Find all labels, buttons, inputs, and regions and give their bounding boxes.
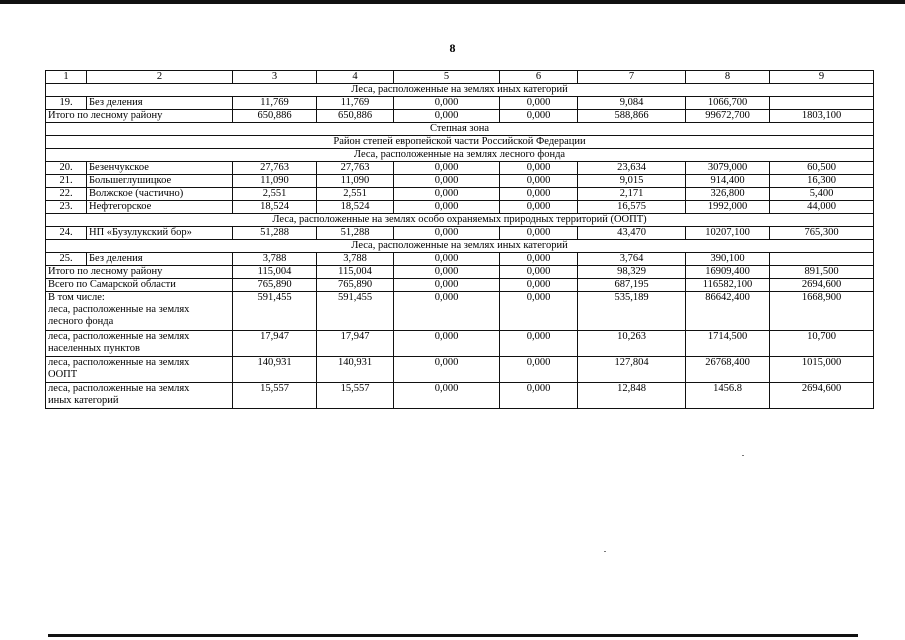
value-cell — [770, 97, 874, 110]
breakdown-row — [46, 292, 874, 331]
value-cell: 0,000 — [500, 292, 578, 331]
value-cell: 0,000 — [500, 175, 578, 188]
total-label: Итого по лесному району — [46, 110, 233, 123]
value-cell: 0,000 — [500, 201, 578, 214]
value-cell: 687,195 — [578, 279, 686, 292]
value-cell: 765,890 — [233, 279, 317, 292]
table-row — [46, 201, 874, 214]
value-cell: 17,947 — [233, 331, 317, 357]
value-cell: 115,004 — [233, 266, 317, 279]
value-cell: 0,000 — [394, 292, 500, 331]
breakdown-row — [46, 383, 874, 409]
value-cell: 99672,700 — [686, 110, 770, 123]
value-cell: 44,000 — [770, 201, 874, 214]
value-cell: 0,000 — [394, 253, 500, 266]
breakdown-label — [46, 383, 233, 409]
section-heading-row — [46, 123, 874, 136]
value-cell: 27,763 — [317, 162, 394, 175]
value-cell: 390,100 — [686, 253, 770, 266]
value-cell: 116582,100 — [686, 279, 770, 292]
value-cell: 0,000 — [394, 175, 500, 188]
breakdown-label-line: леса, расположенные на землях — [48, 357, 190, 368]
value-cell: 11,090 — [233, 175, 317, 188]
forestry-name: Без деления — [87, 253, 233, 266]
forestry-name: Большеглушицкое — [87, 175, 233, 188]
value-cell: 9,084 — [578, 97, 686, 110]
value-cell: 891,500 — [770, 266, 874, 279]
value-cell: 10,700 — [770, 331, 874, 357]
breakdown-label-line: леса, расположенные на землях — [48, 383, 190, 394]
value-cell: 1668,900 — [770, 292, 874, 331]
value-cell: 765,300 — [770, 227, 874, 240]
value-cell: 26768,400 — [686, 357, 770, 383]
value-cell: 3,788 — [233, 253, 317, 266]
value-cell: 1015,000 — [770, 357, 874, 383]
value-cell: 0,000 — [394, 201, 500, 214]
value-cell: 0,000 — [394, 162, 500, 175]
value-cell: 326,800 — [686, 188, 770, 201]
value-cell: 11,769 — [317, 97, 394, 110]
value-cell: 1456.8 — [686, 383, 770, 409]
forestry-name: Нефтегорское — [87, 201, 233, 214]
value-cell: 16,575 — [578, 201, 686, 214]
value-cell: 1992,000 — [686, 201, 770, 214]
value-cell: 9,015 — [578, 175, 686, 188]
value-cell: 11,090 — [317, 175, 394, 188]
value-cell: 127,804 — [578, 357, 686, 383]
table-row — [46, 162, 874, 175]
header-cell: 3 — [233, 71, 317, 84]
value-cell: 0,000 — [394, 331, 500, 357]
value-cell: 23,634 — [578, 162, 686, 175]
value-cell: 3,764 — [578, 253, 686, 266]
section-heading: Леса, расположенные на землях иных категорий — [46, 240, 874, 253]
table-row — [46, 253, 874, 266]
table-header-row — [46, 71, 874, 84]
page-number: 8 — [449, 41, 456, 55]
value-cell: 2,551 — [233, 188, 317, 201]
breakdown-label — [46, 357, 233, 383]
forestry-name: Без деления — [87, 97, 233, 110]
scan-speck — [604, 551, 606, 552]
value-cell: 0,000 — [500, 253, 578, 266]
value-cell: 0,000 — [500, 110, 578, 123]
forestry-name: НП «Бузулукский бор» — [87, 227, 233, 240]
section-heading: Леса, расположенные на землях особо охраняемых природных территорий (ООПТ) — [46, 214, 874, 227]
table-row — [46, 97, 874, 110]
value-cell: 10207,100 — [686, 227, 770, 240]
value-cell: 2694,600 — [770, 279, 874, 292]
section-heading: Леса, расположенные на землях иных категорий — [46, 84, 874, 97]
scan-speck — [742, 455, 744, 456]
breakdown-label — [46, 292, 233, 331]
breakdown-row — [46, 331, 874, 357]
value-cell: 140,931 — [317, 357, 394, 383]
value-cell: 10,263 — [578, 331, 686, 357]
value-cell: 12,848 — [578, 383, 686, 409]
section-heading-row — [46, 136, 874, 149]
value-cell: 0,000 — [500, 97, 578, 110]
value-cell: 27,763 — [233, 162, 317, 175]
value-cell: 0,000 — [394, 110, 500, 123]
section-heading-row — [46, 84, 874, 97]
value-cell: 43,470 — [578, 227, 686, 240]
row-number: 19. — [46, 97, 87, 110]
value-cell: 0,000 — [500, 188, 578, 201]
value-cell: 650,886 — [233, 110, 317, 123]
total-row — [46, 110, 874, 123]
forestry-name: Безенчукское — [87, 162, 233, 175]
breakdown-label-line: В том числе: — [48, 292, 105, 303]
value-cell: 3,788 — [317, 253, 394, 266]
scan-top-edge — [0, 0, 905, 4]
row-number: 22. — [46, 188, 87, 201]
value-cell: 15,557 — [317, 383, 394, 409]
breakdown-label — [46, 331, 233, 357]
value-cell: 650,886 — [317, 110, 394, 123]
section-heading-row — [46, 214, 874, 227]
value-cell: 765,890 — [317, 279, 394, 292]
header-cell: 5 — [394, 71, 500, 84]
breakdown-row — [46, 357, 874, 383]
value-cell: 914,400 — [686, 175, 770, 188]
scan-bottom-edge — [48, 634, 858, 637]
value-cell: 0,000 — [394, 266, 500, 279]
row-number: 24. — [46, 227, 87, 240]
total-label: Итого по лесному району — [46, 266, 233, 279]
row-number: 20. — [46, 162, 87, 175]
table-row — [46, 175, 874, 188]
value-cell: 51,288 — [233, 227, 317, 240]
value-cell: 0,000 — [500, 162, 578, 175]
header-cell: 6 — [500, 71, 578, 84]
value-cell: 2,171 — [578, 188, 686, 201]
table-row — [46, 188, 874, 201]
section-heading: Район степей европейской части Российской Федерации — [46, 136, 874, 149]
value-cell: 0,000 — [500, 227, 578, 240]
total-row — [46, 266, 874, 279]
breakdown-label-line: ООПТ — [48, 369, 78, 380]
header-cell: 8 — [686, 71, 770, 84]
value-cell: 588,866 — [578, 110, 686, 123]
value-cell: 140,931 — [233, 357, 317, 383]
value-cell: 0,000 — [394, 227, 500, 240]
value-cell: 11,769 — [233, 97, 317, 110]
value-cell: 0,000 — [394, 357, 500, 383]
value-cell: 591,455 — [317, 292, 394, 331]
section-heading-row — [46, 149, 874, 162]
value-cell: 0,000 — [394, 383, 500, 409]
value-cell: 0,000 — [500, 383, 578, 409]
value-cell — [770, 253, 874, 266]
breakdown-label-line: лесного фонда — [48, 316, 114, 327]
value-cell: 60,500 — [770, 162, 874, 175]
header-cell: 9 — [770, 71, 874, 84]
value-cell: 86642,400 — [686, 292, 770, 331]
value-cell: 2694,600 — [770, 383, 874, 409]
header-cell: 4 — [317, 71, 394, 84]
value-cell: 18,524 — [317, 201, 394, 214]
header-cell: 2 — [87, 71, 233, 84]
row-number: 23. — [46, 201, 87, 214]
header-cell: 7 — [578, 71, 686, 84]
breakdown-label-line: леса, расположенные на землях — [48, 304, 190, 315]
value-cell: 2,551 — [317, 188, 394, 201]
total-label: Всего по Самарской области — [46, 279, 233, 292]
table-row — [46, 227, 874, 240]
row-number: 25. — [46, 253, 87, 266]
value-cell: 16,300 — [770, 175, 874, 188]
value-cell: 16909,400 — [686, 266, 770, 279]
forest-data-table — [45, 70, 874, 409]
breakdown-label-line: иных категорий — [48, 395, 119, 406]
section-heading: Степная зона — [46, 123, 874, 136]
value-cell: 18,524 — [233, 201, 317, 214]
value-cell: 17,947 — [317, 331, 394, 357]
value-cell: 1066,700 — [686, 97, 770, 110]
value-cell: 5,400 — [770, 188, 874, 201]
value-cell: 0,000 — [394, 188, 500, 201]
value-cell: 0,000 — [394, 279, 500, 292]
total-row — [46, 279, 874, 292]
value-cell: 0,000 — [500, 331, 578, 357]
value-cell: 115,004 — [317, 266, 394, 279]
section-heading: Леса, расположенные на землях лесного фонда — [46, 149, 874, 162]
value-cell: 1714,500 — [686, 331, 770, 357]
value-cell: 1803,100 — [770, 110, 874, 123]
table-body — [46, 71, 874, 409]
forestry-name: Волжское (частично) — [87, 188, 233, 201]
value-cell: 3079,000 — [686, 162, 770, 175]
value-cell: 535,189 — [578, 292, 686, 331]
breakdown-label-line: населенных пунктов — [48, 343, 140, 354]
value-cell: 0,000 — [394, 97, 500, 110]
value-cell: 15,557 — [233, 383, 317, 409]
value-cell: 0,000 — [500, 266, 578, 279]
value-cell: 98,329 — [578, 266, 686, 279]
breakdown-label-line: леса, расположенные на землях — [48, 331, 190, 342]
value-cell: 0,000 — [500, 279, 578, 292]
value-cell: 0,000 — [500, 357, 578, 383]
header-cell: 1 — [46, 71, 87, 84]
value-cell: 591,455 — [233, 292, 317, 331]
value-cell: 51,288 — [317, 227, 394, 240]
row-number: 21. — [46, 175, 87, 188]
section-heading-row — [46, 240, 874, 253]
